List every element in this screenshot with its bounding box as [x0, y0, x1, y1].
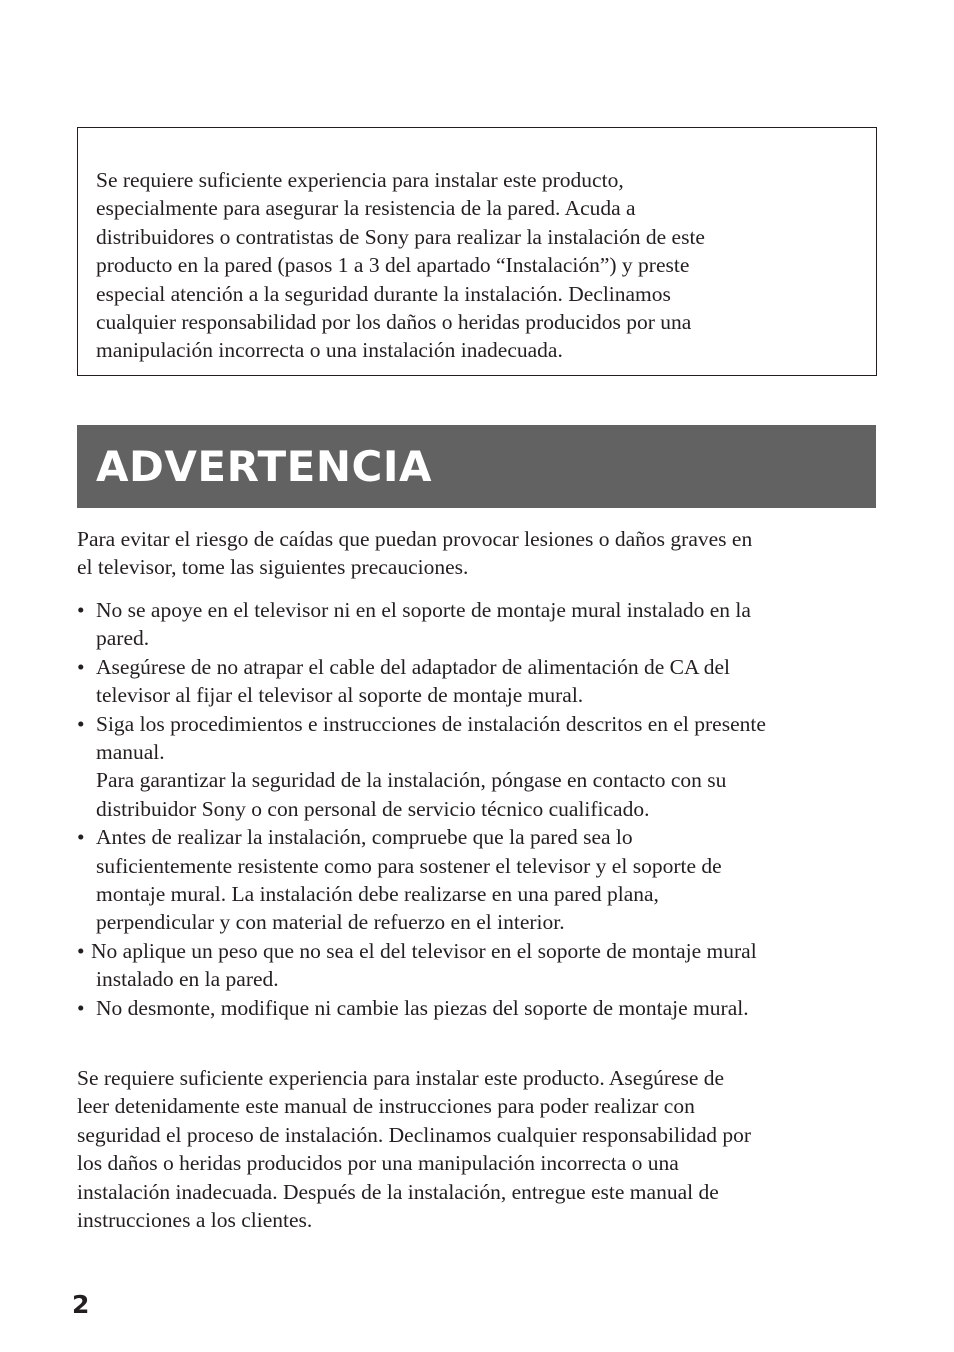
closing-line: seguridad el proceso de instalación. Declinamos cualquier responsabilidad por: [77, 1122, 752, 1147]
list-item: [77, 823, 877, 937]
warning-intro: [77, 525, 877, 582]
intro-line: Para evitar el riesgo de caídas que puedan provocar lesiones o daños graves en: [77, 527, 753, 551]
list-item: [77, 596, 877, 653]
closing-line: los daños o heridas producidos por una manipulación incorrecta o una: [77, 1151, 679, 1176]
item-line: instalado en la pared.: [96, 967, 279, 992]
item-line: Para garantizar la seguridad de la instalación, póngase en contacto con su: [96, 768, 727, 793]
closing-line: instrucciones a los clientes.: [77, 1208, 313, 1233]
notice-line: especial atención a la seguridad durante la instalación. Declinamos: [96, 281, 671, 306]
item-line: No desmonte, modifique ni cambie las piezas del soporte de montaje mural.: [96, 995, 749, 1020]
item-line: televisor al fijar el televisor al soporte de montaje mural.: [96, 683, 584, 708]
item-line: perpendicular y con material de refuerzo en el interior.: [96, 910, 565, 935]
notice-line: manipulación incorrecta o una instalación inadecuada.: [96, 338, 563, 363]
intro-line: el televisor, tome las siguientes precauciones.: [77, 555, 469, 580]
bullet-icon: •: [77, 711, 85, 736]
item-line: No se apoye en el televisor ni en el soporte de montaje mural instalado en la: [96, 598, 751, 622]
notice-line: distribuidores o contratistas de Sony para realizar la instalación de este: [96, 224, 705, 249]
page-number: 2: [72, 1290, 90, 1319]
closing-line: leer detenidamente este manual de instrucciones para poder realizar con: [77, 1094, 695, 1119]
closing-line: instalación inadecuada. Después de la instalación, entregue este manual de: [77, 1179, 719, 1204]
item-line: pared.: [96, 626, 150, 651]
item-line: montaje mural. La instalación debe realizarse en una pared plana,: [96, 882, 659, 907]
item-line: Antes de realizar la instalación, compruebe que la pared sea lo: [96, 825, 633, 850]
item-line: Asegúrese de no atrapar el cable del adaptador de alimentación de CA del: [96, 654, 730, 679]
item-line: manual.: [96, 740, 165, 765]
notice-line: especialmente para asegurar la resistencia de la pared. Acuda a: [96, 196, 636, 221]
list-item: [77, 937, 877, 994]
bullet-icon: •: [77, 654, 85, 679]
closing-paragraph: [77, 1064, 877, 1234]
list-item: [77, 994, 877, 1022]
closing-line: Se requiere suficiente experiencia para instalar este producto. Asegúrese de: [77, 1066, 725, 1090]
precautions-list: [77, 596, 877, 1022]
item-line: distribuidor Sony o con personal de servicio técnico cualificado.: [96, 796, 650, 821]
notice-line: producto en la pared (pasos 1 a 3 del apartado “Instalación”) y preste: [96, 253, 690, 278]
item-line: Siga los procedimientos e instrucciones de instalación descritos en el presente: [96, 711, 766, 736]
notice-line: Se requiere suficiente experiencia para instalar este producto,: [96, 168, 624, 192]
bullet-icon: •: [77, 938, 85, 963]
item-line: No aplique un peso que no sea el del televisor en el soporte de montaje mural: [91, 938, 757, 963]
bullet-icon: •: [77, 995, 85, 1020]
list-item: [77, 653, 877, 710]
bullet-icon: •: [77, 825, 85, 850]
bullet-icon: •: [77, 598, 85, 622]
warning-banner: [77, 425, 876, 508]
notice-line: cualquier responsabilidad por los daños o heridas producidos por una: [96, 310, 692, 335]
notice-text: [96, 166, 868, 365]
notice-box: [77, 127, 877, 376]
list-item: [77, 710, 877, 824]
warning-title: ADVERTENCIA: [96, 442, 432, 491]
item-line: suficientemente resistente como para sostener el televisor y el soporte de: [96, 853, 722, 878]
